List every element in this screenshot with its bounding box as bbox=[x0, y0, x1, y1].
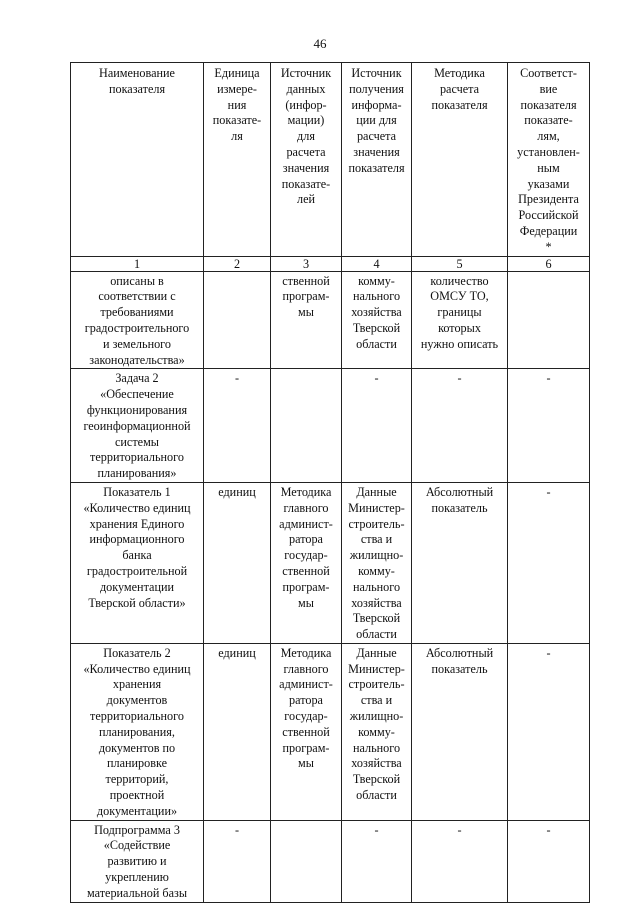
header-cell: Методика расчета показателя bbox=[412, 63, 508, 257]
column-number-cell: 5 bbox=[412, 256, 508, 271]
column-number-cell: 3 bbox=[271, 256, 342, 271]
table-cell: - bbox=[508, 369, 590, 483]
header-row bbox=[71, 63, 590, 257]
table-cell: описаны в соответствии с требованиями градостроительного и земельного законодательства» bbox=[71, 271, 204, 369]
table-cell: - bbox=[204, 369, 271, 483]
header-cell: Соответст- вие показателя показате- лям, установлен- ным указами Президента Российской Федерации * bbox=[508, 63, 590, 257]
table-cell bbox=[271, 820, 342, 902]
table-cell: единиц bbox=[204, 643, 271, 820]
table-cell: - bbox=[342, 369, 412, 483]
table-row bbox=[71, 271, 590, 369]
header-cell: Источник данных (инфор- мации) для расчета значения показате- лей bbox=[271, 63, 342, 257]
column-number-cell: 4 bbox=[342, 256, 412, 271]
table-cell: Показатель 2 «Количество единиц хранения документов территориального планирования, документов по планировке территорий, проектной документации» bbox=[71, 643, 204, 820]
table-cell: Данные Министер- строитель- ства и жилищно- комму- нального хозяйства Тверской области bbox=[342, 643, 412, 820]
table-cell: комму- нального хозяйства Тверской области bbox=[342, 271, 412, 369]
table-cell: - bbox=[342, 820, 412, 902]
table-row bbox=[71, 482, 590, 643]
indicators-table bbox=[70, 62, 590, 903]
table-row bbox=[71, 820, 590, 902]
table-cell: количество ОМСУ ТО, границы которых нужно описать bbox=[412, 271, 508, 369]
table-cell: - bbox=[508, 820, 590, 902]
table-row bbox=[71, 369, 590, 483]
table-cell: Абсолютный показатель bbox=[412, 482, 508, 643]
table-cell bbox=[204, 271, 271, 369]
table-cell: Методика главного админист- ратора государ- ственной програм- мы bbox=[271, 643, 342, 820]
header-cell: Единица измере- ния показате- ля bbox=[204, 63, 271, 257]
header-cell: Наименование показателя bbox=[71, 63, 204, 257]
table-cell: Абсолютный показатель bbox=[412, 643, 508, 820]
column-number-row bbox=[71, 256, 590, 271]
table-cell: Подпрограмма 3 «Содействие развитию и укреплению материальной базы bbox=[71, 820, 204, 902]
table-cell: - bbox=[508, 482, 590, 643]
table-cell: - bbox=[412, 369, 508, 483]
table-cell: Показатель 1 «Количество единиц хранения Единого информационного банка градостроительной документации Тверской области» bbox=[71, 482, 204, 643]
table-cell: - bbox=[204, 820, 271, 902]
table-cell: Задача 2 «Обеспечение функционирования геоинформационной системы территориального планирования» bbox=[71, 369, 204, 483]
table-row bbox=[71, 643, 590, 820]
header-cell: Источник получения информа- ции для расчета значения показателя bbox=[342, 63, 412, 257]
column-number-cell: 2 bbox=[204, 256, 271, 271]
table-cell: ственной програм- мы bbox=[271, 271, 342, 369]
column-number-cell: 1 bbox=[71, 256, 204, 271]
table-cell bbox=[508, 271, 590, 369]
table-cell: - bbox=[508, 643, 590, 820]
page-number: 46 bbox=[313, 36, 327, 51]
table-cell: Методика главного админист- ратора государ- ственной програм- мы bbox=[271, 482, 342, 643]
table-cell bbox=[271, 369, 342, 483]
table-cell: Данные Министер- строитель- ства и жилищно- комму- нального хозяйства Тверской области bbox=[342, 482, 412, 643]
table-cell: единиц bbox=[204, 482, 271, 643]
column-number-cell: 6 bbox=[508, 256, 590, 271]
table-cell: - bbox=[412, 820, 508, 902]
